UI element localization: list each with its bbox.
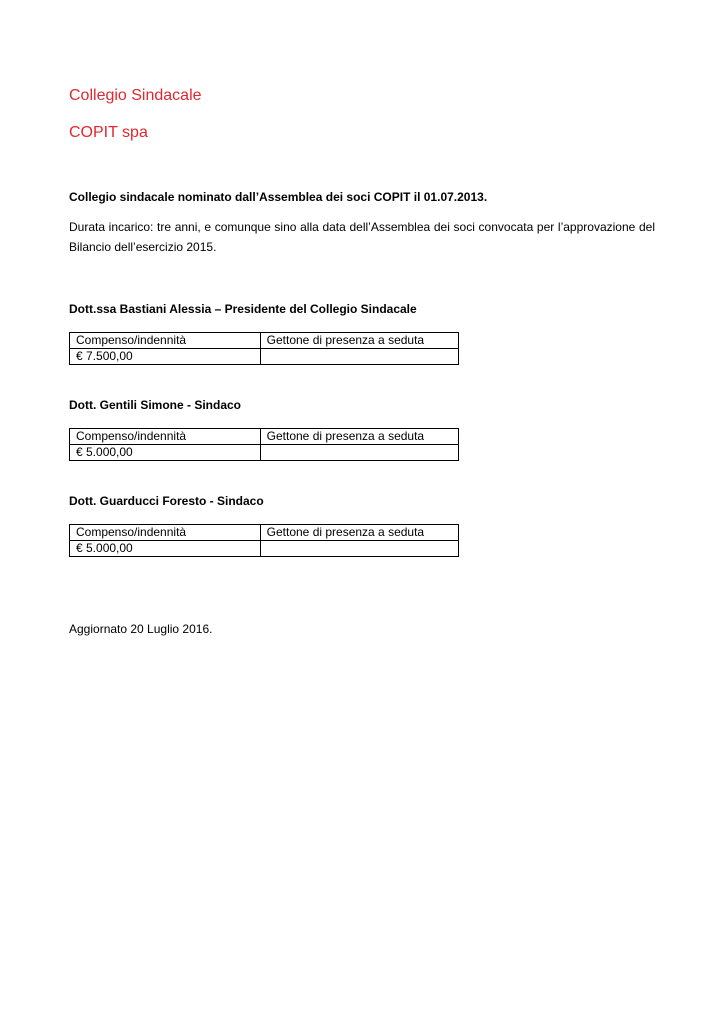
- compenso-value: € 5.000,00: [70, 541, 261, 557]
- compenso-value: € 5.000,00: [70, 445, 261, 461]
- member-heading-sindaco-gentili: Dott. Gentili Simone - Sindaco: [69, 398, 242, 412]
- table-header-row: [70, 429, 459, 445]
- duration-paragraph: Durata incarico: tre anni, e comunque sino alla data dell’Assemblea dei soci convocata per l’approvazione del Bilancio dell’esercizio 2015.: [69, 220, 655, 254]
- gettone-value: [260, 541, 458, 557]
- table-header-cell: Gettone di presenza a seduta: [260, 333, 458, 349]
- table-row: [70, 541, 459, 557]
- table-header-cell: Compenso/indennità: [70, 429, 261, 445]
- compensation-table: [69, 332, 459, 365]
- table-header-row: [70, 333, 459, 349]
- compensation-table: [69, 428, 459, 461]
- gettone-value: [260, 349, 458, 365]
- compenso-value: € 7.500,00: [70, 349, 261, 365]
- document-title: Collegio Sindacale: [69, 87, 202, 104]
- table-header-cell: Compenso/indennità: [70, 525, 261, 541]
- member-heading-president: Dott.ssa Bastiani Alessia – Presidente del Collegio Sindacale: [69, 302, 417, 316]
- table-header-cell: Compenso/indennità: [70, 333, 261, 349]
- member-heading-sindaco-guarducci: Dott. Guarducci Foresto - Sindaco: [69, 494, 264, 508]
- table-header-cell: Gettone di presenza a seduta: [260, 525, 458, 541]
- compensation-table: [69, 524, 459, 557]
- table-row: [70, 349, 459, 365]
- gettone-value: [260, 445, 458, 461]
- appointment-statement: Collegio sindacale nominato dall’Assemblea dei soci COPIT il 01.07.2013.: [69, 190, 488, 204]
- table-row: [70, 445, 459, 461]
- table-header-cell: Gettone di presenza a seduta: [260, 429, 458, 445]
- last-updated-note: Aggiornato 20 Luglio 2016.: [69, 622, 213, 636]
- company-name: COPIT spa: [69, 124, 148, 141]
- table-header-row: [70, 525, 459, 541]
